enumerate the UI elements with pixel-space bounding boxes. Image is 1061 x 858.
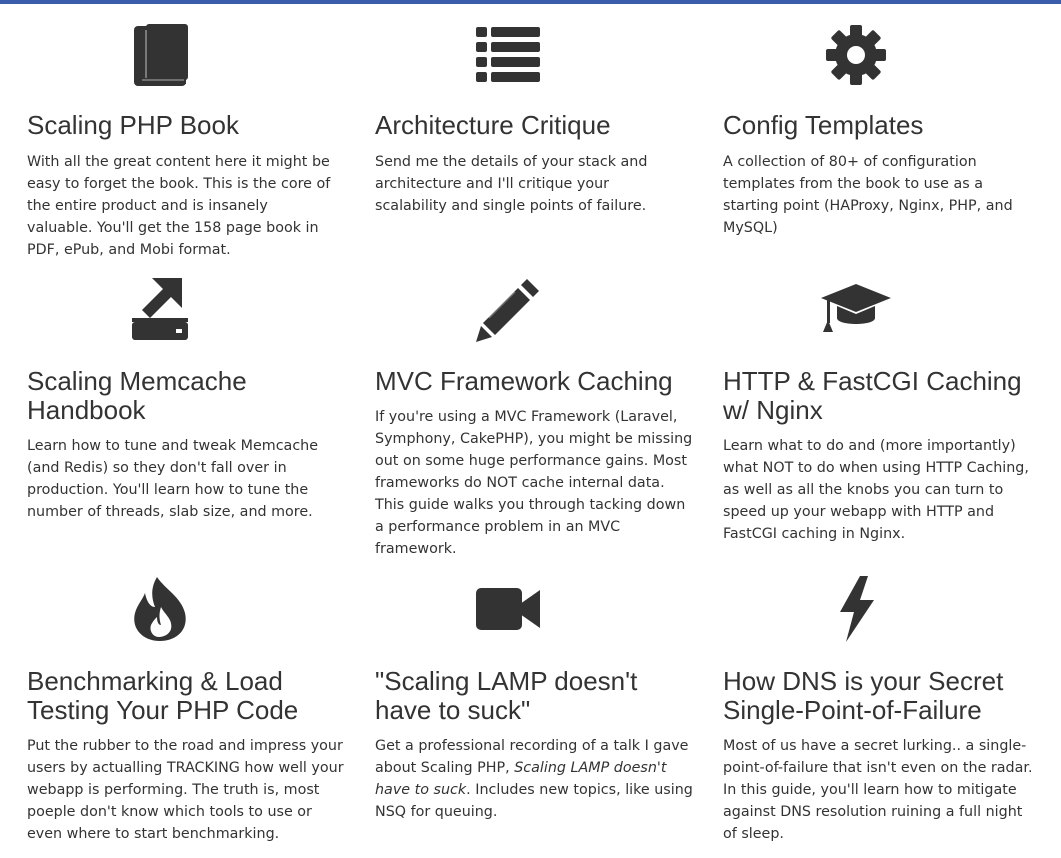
top-accent-bar: [0, 0, 1061, 4]
list-icon: [348, 20, 668, 90]
feature-description: Learn what to do and (more importantly) what NOT to do when using HTTP Caching, as well as all the knobs you can turn to speed up your webapp with HTTP and FastCGI caching in Nginx.: [723, 438, 1029, 542]
book-icon: [0, 20, 320, 90]
gear-icon: [696, 20, 1016, 90]
feature-description: [375, 735, 693, 823]
description-text: Get a professional recording of a talk I gave about Scaling PHP,: [375, 738, 689, 776]
graduation-cap-icon: [696, 275, 1016, 345]
feature-description: A collection of 80+ of configuration templates from the book to use as a starting point (HAProxy, Nginx, PHP, and MySQL): [723, 154, 1013, 236]
feature-title: How DNS is your Secret Single-Point-of-Failure: [723, 666, 1004, 725]
feature-title: Config Templates: [723, 110, 924, 140]
feature-title: Scaling Memcache Handbook: [27, 366, 247, 425]
description-text: . Includes new topics, like using NSQ for queuing.: [375, 782, 693, 820]
feature-title: Architecture Critique: [375, 110, 611, 140]
feature-description: Send me the details of your stack and architecture and I'll critique your scalability and single points of failure.: [375, 154, 648, 214]
talk-title-emphasis: Scaling LAMP doesn't have to suck: [375, 760, 667, 798]
video-camera-icon: [348, 574, 668, 644]
feature-description: Most of us have a secret lurking.. a single-point-of-failure that isn't even on the radar. In this guide, you'll learn how to mitigate against DNS resolution ruining a full night of sleep.: [723, 738, 1033, 842]
lightning-bolt-icon: [696, 574, 1016, 644]
feature-title: Benchmarking & Load Testing Your PHP Code: [27, 666, 299, 725]
fire-icon: [0, 574, 320, 644]
feature-description: If you're using a MVC Framework (Laravel, Symphony, CakePHP), you might be missing out on some huge performance gains. Most frameworks do NOT cache internal data. This guide walks you through tacking down a performance problem in an MVC framework.: [375, 409, 693, 557]
feature-description: Learn how to tune and tweak Memcache (and Redis) so they don't fall over in production. You'll learn how to tune the number of threads, slab size, and more.: [27, 438, 319, 520]
download-drive-icon: [0, 275, 320, 345]
feature-title: "Scaling LAMP doesn't have to suck": [375, 666, 638, 725]
feature-title: MVC Framework Caching: [375, 366, 673, 396]
pencil-icon: [348, 275, 668, 345]
feature-title: Scaling PHP Book: [27, 110, 239, 140]
feature-description: Put the rubber to the road and impress your users by actualling TRACKING how well your webapp is performing. The truth is, most poeple don't know which tools to use or even where to start benchmarking.: [27, 738, 344, 842]
feature-title: HTTP & FastCGI Caching w/ Nginx: [723, 366, 1022, 425]
feature-description: With all the great content here it might be easy to forget the book. This is the core of the entire product and is insanely valuable. You'll get the 158 page book in PDF, ePub, and Mobi format.: [27, 154, 331, 258]
